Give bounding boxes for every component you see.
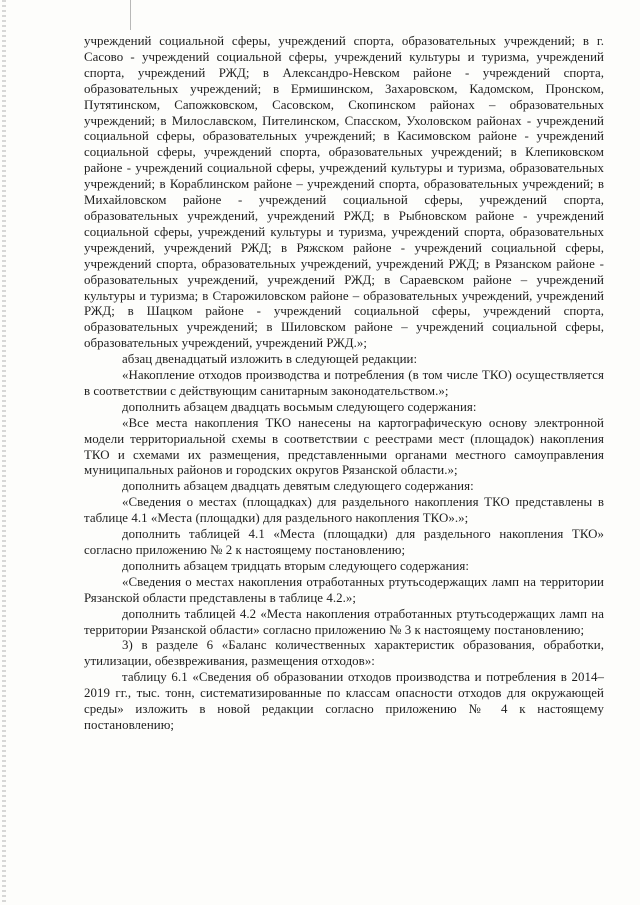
paragraph-6: дополнить абзацем двадцать девятым следующего содержания: [122, 479, 474, 494]
paragraph-8: дополнить таблицей 4.1 «Места (площадки) для раздельного накопления ТКО» согласно приложению № 2 к настоящему постановлению; [84, 527, 604, 557]
paragraph-7: «Сведения о местах (площадках) для раздельного накопления ТКО представлены в таблице 4.1 «Места (площадки) для раздельного накопления ТКО».»; [84, 495, 604, 526]
paragraph-1: учреждений социальной сферы, учреждений спорта, образовательных учреждений; в г. Сасово - учреждений социальной сферы, учреждений культуры и туризма, учреждений спорта, учреждений РЖД; в Александро-Невском районе - учреждений спорта, образовательных учреждений; в Ермишинском, Захаровском, Кадомском, Пронском, Путятинском, Сапожковском, Сасовском, Скопинском районах – образовательных учреждений; в Милославском, Пителинском, Спасском, Ухоловском районах - учреждений социальной сферы, образовательных учреждений; в Касимовском районе - учреждений социальной сферы, учреждений спорта, образовательных учреждений; в Клепиковском районе - учреждений социальной сферы, учреждений культуры и туризма, образовательных учреждений; в Кораблинском районе – учреждений спорта, образовательных учреждений; в Михайловском районе - учреждений социальной сферы, учреждений спорта, образовательных учреждений, учреждений РЖД; в Рыбновском районе - учреждений социальной сферы, учреждений культуры и туризма, учреждений спорта, образовательных учреждений, учреждений РЖД; в Ряжском районе - учреждений социальной сферы, учреждений спорта, образовательных учреждений, учреждений РЖД; в Рязанском районе - образовательных учреждений, учреждений РЖД; в Сараевском районе – учреждений культуры и туризма; в Старожиловском районе – образовательных учреждений, учреждений РЖД; в Шацком районе - учреждений социальной сферы, учреждений спорта, образовательных учреждений; в Шиловском районе – учреждений социальной сферы, образовательных учреждений, учреждений РЖД.»; [84, 34, 604, 351]
paragraph-4: дополнить абзацем двадцать восьмым следующего содержания: [122, 399, 477, 414]
paragraph-3: «Накопление отходов производства и потребления (в том числе ТКО) осуществляется в соответствии с действующим санитарным законодательством.»; [84, 368, 604, 398]
paragraph-2: абзац двенадцатый изложить в следующей редакции: [122, 352, 418, 367]
document-body [84, 34, 604, 734]
paragraph-11: дополнить таблицей 4.2 «Места накопления отработанных ртутьсодержащих ламп на территории Рязанской области» согласно приложению № 3 к настоящему постановлению; [84, 606, 604, 637]
fold-mark [130, 0, 131, 30]
paragraph-10: «Сведения о местах накопления отработанных ртутьсодержащих ламп на территории Рязанской области представлены в таблице 4.2.»; [84, 574, 604, 605]
paragraph-12: 3) в разделе 6 «Баланс количественных характеристик образования, обработки, утилизации, обезвреживания, размещения отходов»: [84, 638, 604, 669]
paragraph-9: дополнить абзацем тридцать вторым следующего содержания: [122, 558, 469, 573]
paragraph-5: «Все места накопления ТКО нанесены на картографическую основу электронной модели территориальной схемы в соответствии с реестрами мест (площадок) накопления ТКО и схемами их размещения, представленными органами местного самоуправления муниципальных районов и городских округов Рязанской области.»; [84, 415, 604, 478]
scan-edge [2, 0, 6, 905]
paragraph-13: таблицу 6.1 «Сведения об образовании отходов производства и потребления в 2014–2019 гг., тыс. тонн, систематизированные по классам опасности отходов для окружающей среды» изложить в новой редакции согласно приложению № 4 к настоящему постановлению; [84, 670, 604, 732]
